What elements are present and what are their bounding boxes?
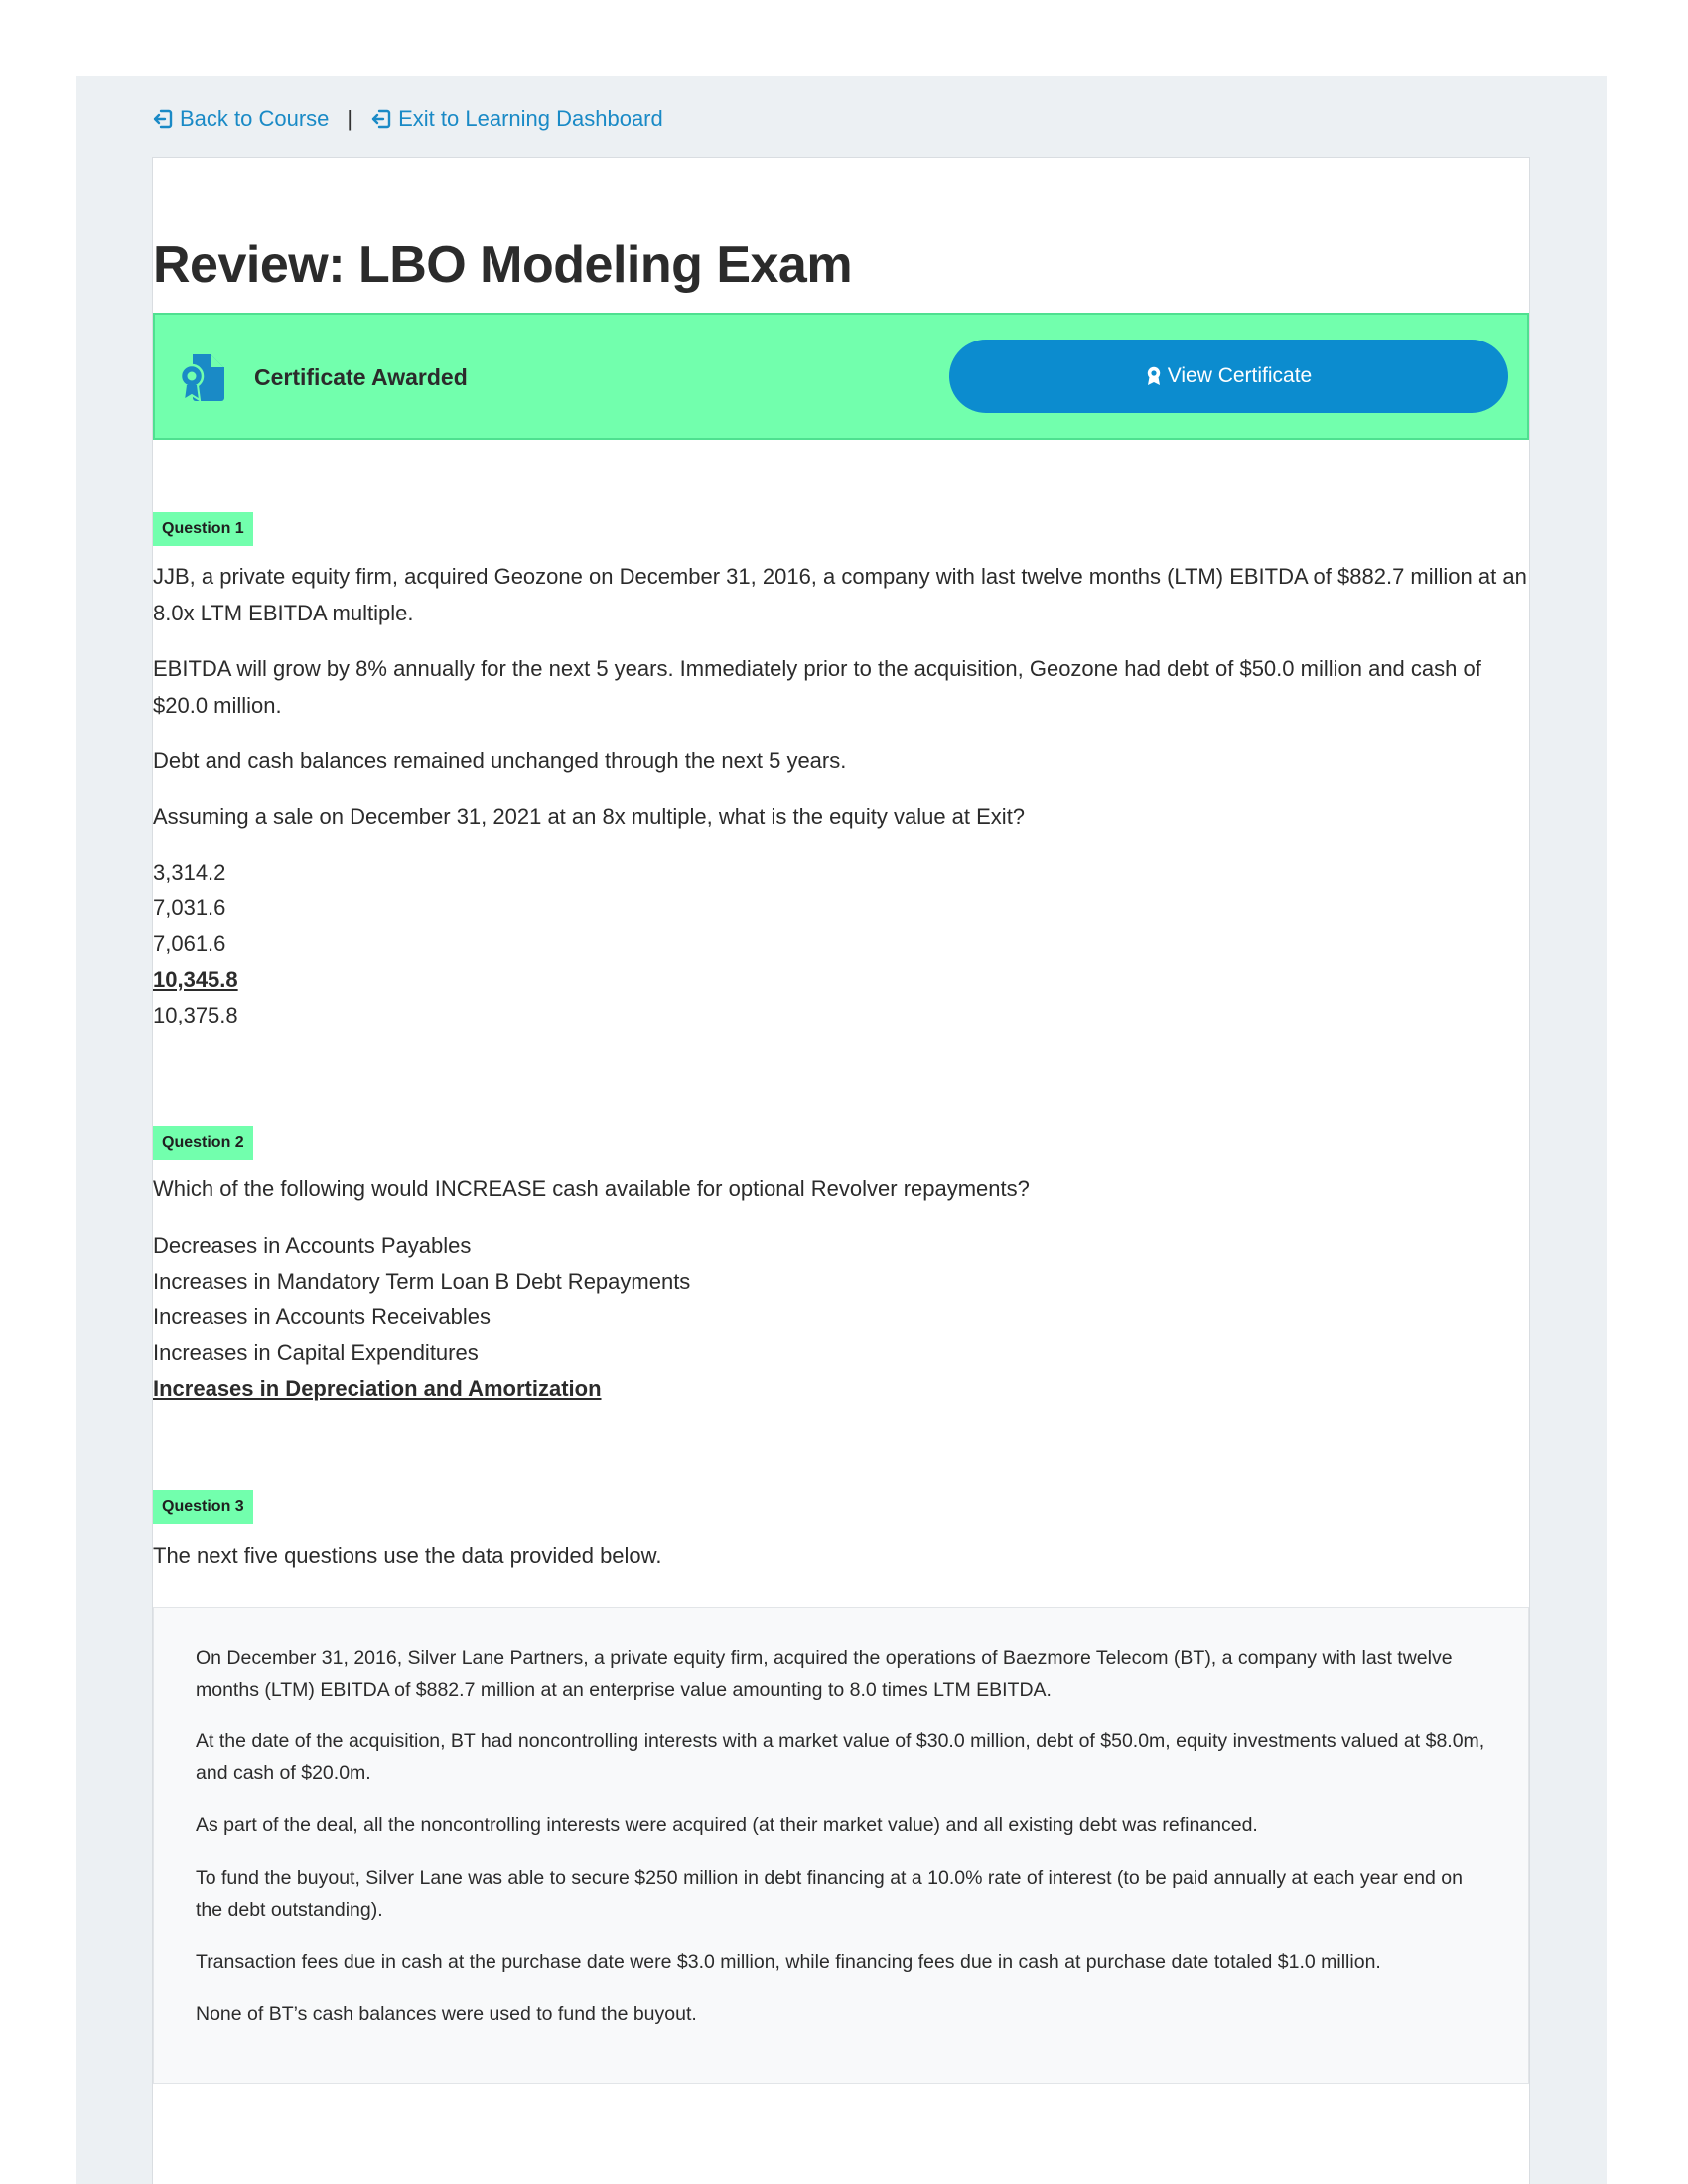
question-data-box xyxy=(153,1607,1529,2084)
exit-dashboard-label: Exit to Learning Dashboard xyxy=(398,106,663,131)
certificate-awarded-label: Certificate Awarded xyxy=(254,364,468,390)
view-certificate-label: View Certificate xyxy=(1167,364,1313,387)
data-box-paragraph: Transaction fees due in cash at the purchase date were $3.0 million, while financing fees due in cash at purchase date totaled $1.0 million. xyxy=(196,1951,1381,1973)
question-1-options xyxy=(153,855,238,1033)
back-to-course-label: Back to Course xyxy=(180,106,330,131)
answer-option: 7,061.6 xyxy=(153,931,226,956)
review-card xyxy=(152,157,1530,2184)
data-box-paragraph: As part of the deal, all the noncontrolling interests were acquired (at their market value) and all existing debt was refinanced. xyxy=(196,1814,1258,1836)
certificate-banner xyxy=(153,313,1529,440)
question-2-prompt: Which of the following would INCREASE cash available for optional Revolver repayments? xyxy=(153,1176,1030,1201)
data-box-paragraph: On December 31, 2016, Silver Lane Partners, a private equity firm, acquired the operations of Baezmore Telecom (BT), a company with last twelve months (LTM) EBITDA of $882.7 million at an enterprise value amounting to 8.0 times LTM EBITDA. xyxy=(196,1647,1453,1701)
question-1-badge: Question 1 xyxy=(153,512,253,546)
back-to-course-link[interactable] xyxy=(152,106,329,132)
question-1-prompt: Assuming a sale on December 31, 2021 at an 8x multiple, what is the equity value at Exit? xyxy=(153,804,1026,829)
back-arrow-icon xyxy=(152,108,174,130)
question-1-text: Debt and cash balances remained unchanged through the next 5 years. xyxy=(153,749,847,773)
answer-option: 3,314.2 xyxy=(153,860,226,885)
question-2-badge: Question 2 xyxy=(153,1126,253,1160)
answer-option: Increases in Capital Expenditures xyxy=(153,1340,479,1365)
answer-option: 7,031.6 xyxy=(153,895,226,920)
exit-dashboard-link[interactable] xyxy=(370,106,663,132)
question-1-text: EBITDA will grow by 8% annually for the next 5 years. Immediately prior to the acquisition, Geozone had debt of $50.0 million and cash of $20.0 million. xyxy=(153,656,1481,718)
view-certificate-button[interactable] xyxy=(949,340,1508,413)
selected-answer-option: 10,345.8 xyxy=(153,967,238,992)
answer-option: Increases in Accounts Receivables xyxy=(153,1304,491,1329)
selected-answer-option: Increases in Depreciation and Amortization xyxy=(153,1376,602,1401)
question-1-text: JJB, a private equity firm, acquired Geozone on December 31, 2016, a company with last twelve months (LTM) EBITDA of $882.7 million at an 8.0x LTM EBITDA multiple. xyxy=(153,564,1527,625)
data-box-paragraph: To fund the buyout, Silver Lane was able to secure $250 million in debt financing at a 10.0% rate of interest (to be paid annually at each year end on the debt outstanding). xyxy=(196,1867,1463,1921)
data-box-paragraph: At the date of the acquisition, BT had noncontrolling interests with a market value of $30.0 million, debt of $50.0m, equity investments valued at $8.0m, and cash of $20.0m. xyxy=(196,1730,1485,1784)
exit-arrow-icon xyxy=(370,108,392,130)
question-3-badge: Question 3 xyxy=(153,1490,253,1524)
certificate-file-icon xyxy=(179,352,228,402)
nav-separator: | xyxy=(347,106,353,131)
answer-option: Increases in Mandatory Term Loan B Debt Repayments xyxy=(153,1269,691,1294)
top-navigation xyxy=(152,103,663,135)
question-3-prompt: The next five questions use the data provided below. xyxy=(153,1543,662,1568)
data-box-paragraph: None of BT’s cash balances were used to fund the buyout. xyxy=(196,2003,697,2025)
answer-option: 10,375.8 xyxy=(153,1003,238,1027)
answer-option: Decreases in Accounts Payables xyxy=(153,1233,472,1258)
award-ribbon-icon xyxy=(1146,366,1162,386)
question-2-options xyxy=(153,1228,690,1407)
page-title: Review: LBO Modeling Exam xyxy=(153,236,853,294)
